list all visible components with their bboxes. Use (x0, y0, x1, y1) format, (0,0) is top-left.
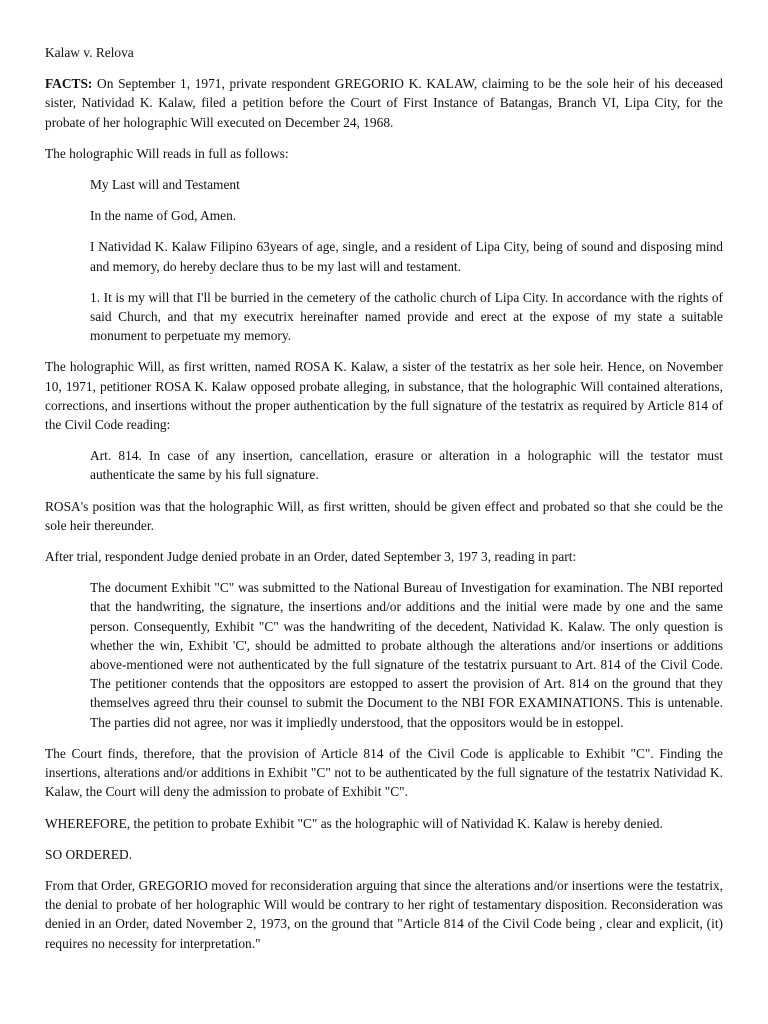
rosa-position: ROSA's position was that the holographic Will, as first written, should be given effect and probated so that she could be the sole heir thereunder. (45, 498, 723, 533)
trial-intro: After trial, respondent Judge denied probate in an Order, dated September 3, 197 3, reading in part: (45, 549, 577, 565)
so-ordered: SO ORDERED. (45, 846, 133, 862)
facts-text: On September 1, 1971, private respondent GREGORIO K. KALAW, claiming to be the sole heir of his deceased sister, Natividad K. Kalaw, filed a petition before the Court of First Instance of Batangas, Branch VI, Lipa City, for the probate of her holographic Will executed on December 24, 1968. (45, 76, 723, 130)
will-heading: My Last will and Testament (90, 177, 240, 193)
facts-paragraph (45, 74, 723, 132)
will-clause-1: 1. It is my will that I'll be burried in the cemetery of the catholic church of Lipa City. In accordance with the rights of said Church, and that my executrix hereinafter named provide and erect at the expose of my state a suitable monument to perpetuate my memory. (90, 289, 723, 344)
wherefore-paragraph: WHEREFORE, the petition to probate Exhibit "C" as the holographic will of Natividad K. Kalaw is hereby denied. (45, 815, 663, 831)
case-title: Kalaw v. Relova (45, 45, 134, 60)
court-finds-paragraph: The Court finds, therefore, that the provision of Article 814 of the Civil Code is applicable to Exhibit "C". Finding the insertions, alterations and/or additions in Exhibit "C" not to be authenticated by the full signature of the testatrix Natividad K. Kalaw, the Court will deny the admission to probate of Exhibit "C". (45, 745, 723, 800)
will-declaration: I Natividad K. Kalaw Filipino 63years of age, single, and a resident of Lipa City, being of sound and disposing mind and memory, do hereby declare thus to be my last will and testament. (90, 239, 723, 274)
reconsideration-paragraph: From that Order, GREGORIO moved for reconsideration arguing that since the alterations and/or insertions were the testatrix, the denial to probate of her holographic Will would be contrary to her right of testamentary disposition. Reconsideration was denied in an Order, dated November 2, 1973, on the ground that "Article 814 of the Civil Code being , clear and explicit, (it) requires no necessity for interpretation." (45, 877, 723, 951)
order-quote: The document Exhibit "C" was submitted to the National Bureau of Investigation for examination. The NBI reported that the handwriting, the signature, the insertions and/or additions and the initial were made by one and the same person. Consequently, Exhibit "C" was the handwriting of the decedent, Natividad K. Kalaw. The only question is whether the win, Exhibit 'C', should be admitted to probate although the alterations and/or insertions or additions above-mentioned were not authenticated by the full signature of the testatrix pursuant to Art. 814 of the Civil Code. The petitioner contends that the oppositors are estopped to assert the provision of Art. 814 on the ground that they themselves agreed thru their counsel to submit the Document to the NBI FOR EXAMINATIONS. This is untenable. The parties did not agree, nor was it impliedly understood, that the oppositors would be in estoppel. (90, 580, 723, 730)
facts-label: FACTS: (45, 76, 93, 92)
will-invocation: In the name of God, Amen. (90, 208, 237, 224)
rosa-paragraph: The holographic Will, as first written, named ROSA K. Kalaw, a sister of the testatrix as her sole heir. Hence, on November 10, 1971, petitioner ROSA K. Kalaw opposed probate alleging, in substance, that the holographic Will contained alterations, corrections, and insertions without the proper authentication by the full signature of the testatrix as required by Article 814 of the Civil Code reading: (45, 359, 723, 433)
art-814-quote: Art. 814. In case of any insertion, cancellation, erasure or alteration in a holographic will the testator must authenticate the same by his full signature. (90, 448, 723, 483)
will-intro: The holographic Will reads in full as follows: (45, 145, 289, 161)
